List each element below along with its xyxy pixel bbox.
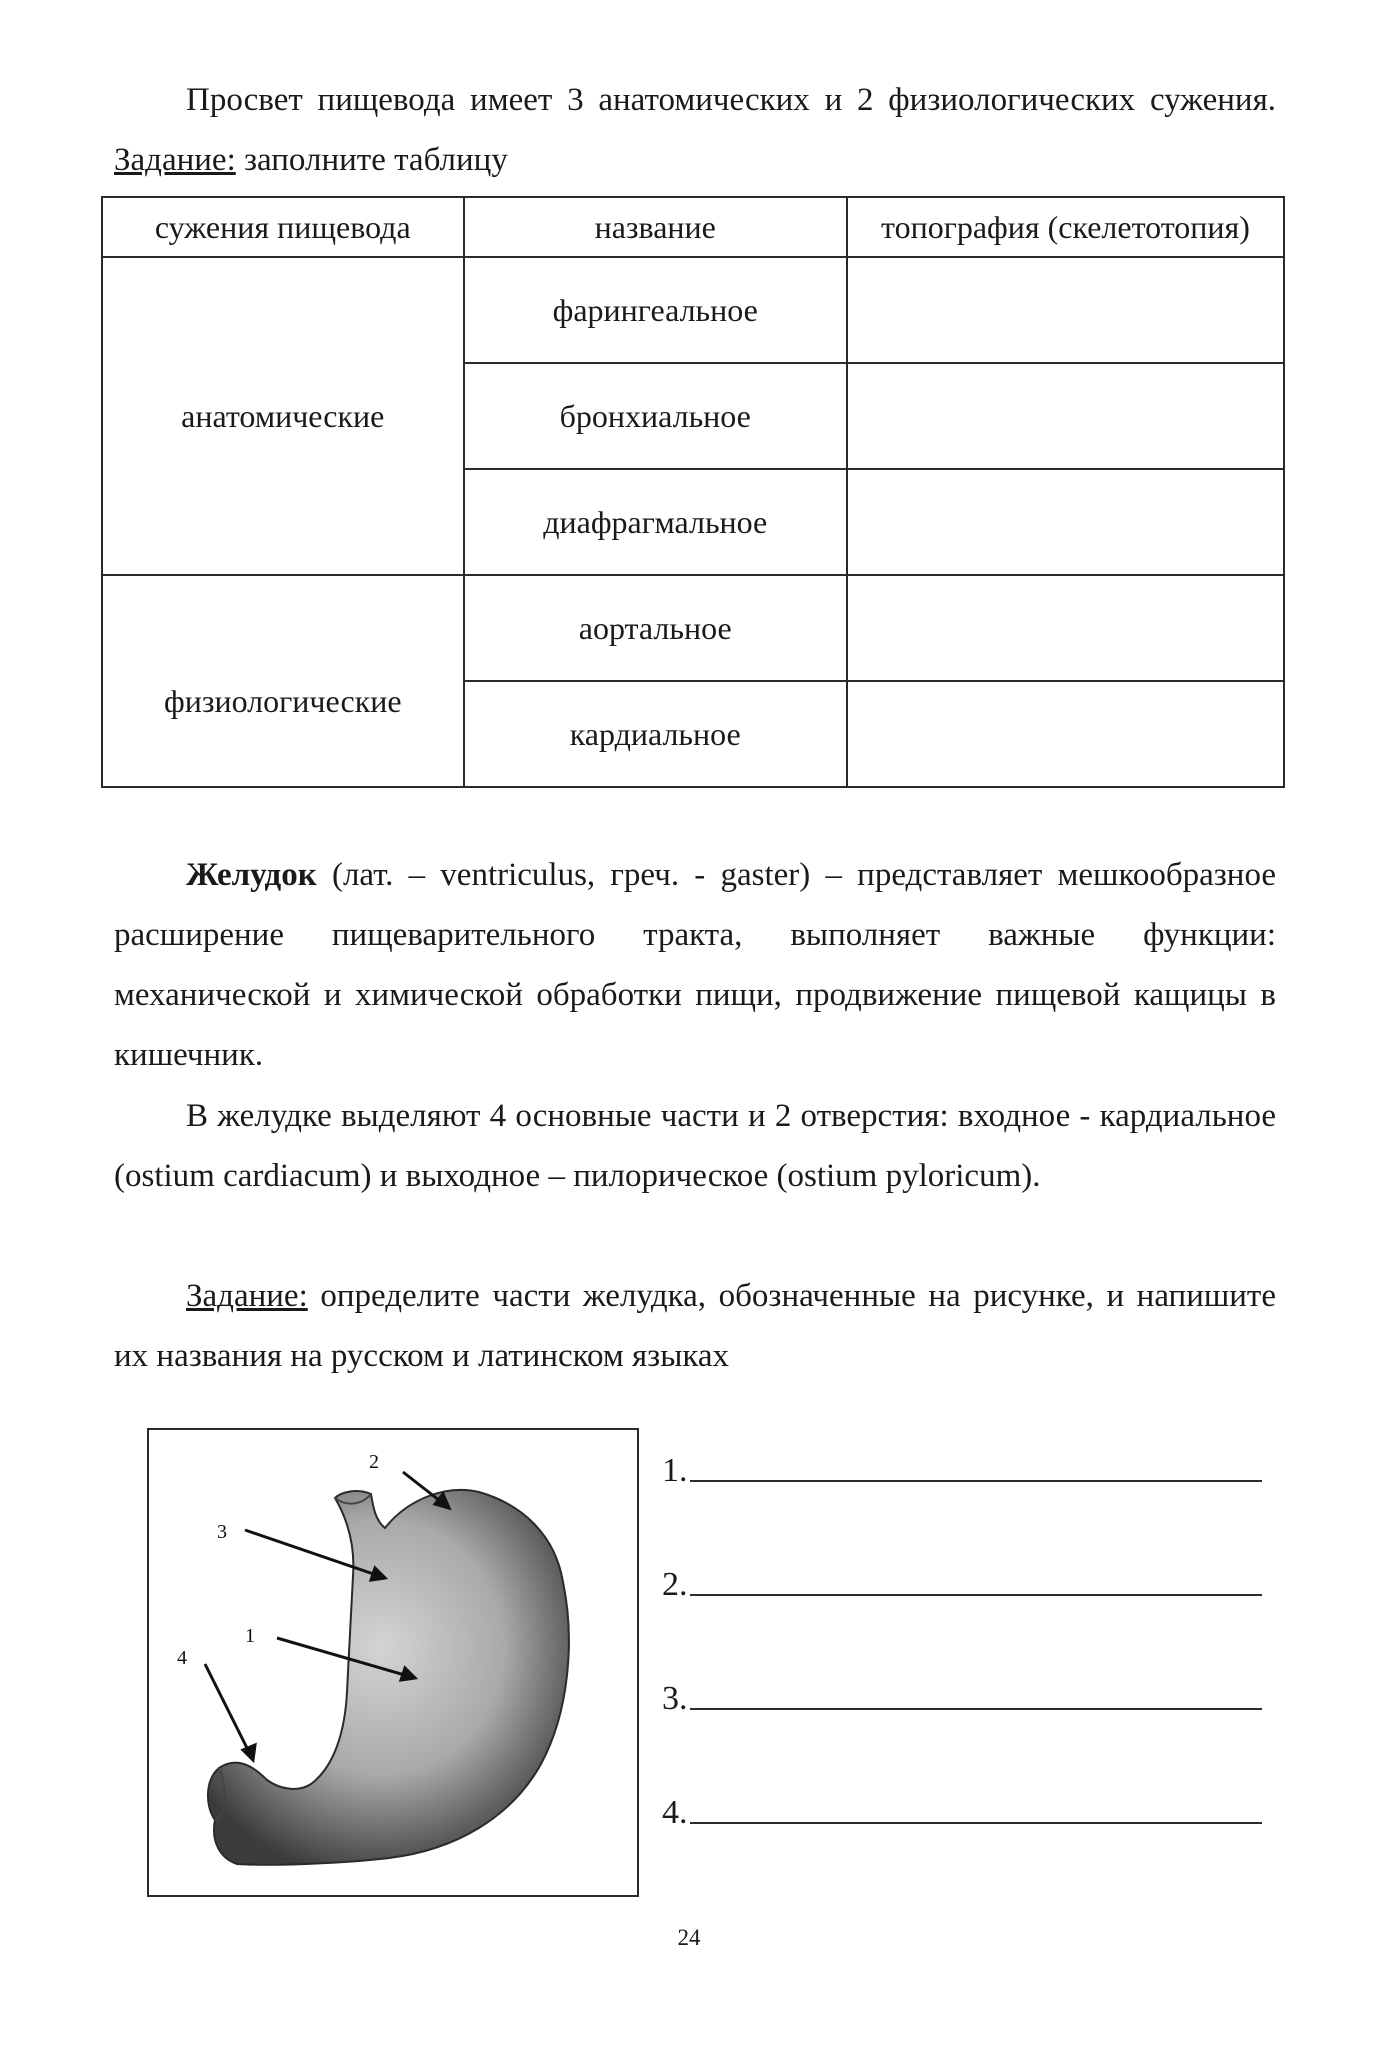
answer-line-3[interactable] — [662, 1668, 1262, 1718]
name-cell: фарингеальное — [464, 257, 847, 363]
answer-line-1[interactable] — [662, 1440, 1262, 1490]
esophagus-constrictions-table — [101, 196, 1285, 788]
figure-task-paragraph — [114, 1266, 1276, 1386]
answer-number: 1. — [662, 1452, 688, 1489]
topography-blank-cell[interactable] — [847, 681, 1284, 787]
stomach-shape — [208, 1490, 569, 1865]
name-cell: бронхиальное — [464, 363, 847, 469]
arrow-4-head — [243, 1745, 255, 1760]
answer-blank[interactable] — [690, 1446, 1262, 1482]
figure-label-4: 4 — [177, 1647, 187, 1669]
task-text: заполните таблицу — [235, 142, 508, 178]
table-row — [102, 257, 1284, 363]
stomach-definition-paragraph — [114, 845, 1276, 1085]
arrow-4 — [205, 1664, 253, 1760]
stomach-parts-paragraph — [114, 1086, 1276, 1206]
answer-blank[interactable] — [690, 1560, 1262, 1596]
figure-label-3: 3 — [217, 1521, 227, 1543]
figure-task-label: Задание: — [186, 1278, 308, 1314]
answer-blank[interactable] — [690, 1674, 1262, 1710]
answer-line-2[interactable] — [662, 1554, 1262, 1604]
stomach-parts-text: В желудке выделяют 4 основные части и 2 отверстия: входное - кардиальное (ostium cardiacum) и выходное – пилорическое (ostium pyloricum). — [114, 1098, 1276, 1194]
answer-number: 3. — [662, 1680, 688, 1717]
topography-blank-cell[interactable] — [847, 257, 1284, 363]
figure-task-text: определите части желудка, обозначенные на рисунке, и напишите их названия на русском и латинском языках — [114, 1278, 1276, 1374]
header-cell-topography: топография (скелетотопия) — [847, 197, 1284, 257]
table-row — [102, 575, 1284, 681]
group-cell-anatomical: анатомические — [102, 257, 464, 575]
figure-label-2: 2 — [369, 1451, 379, 1473]
name-cell: кардиальное — [464, 681, 847, 787]
answer-line-4[interactable] — [662, 1782, 1262, 1832]
stomach-figure — [147, 1428, 639, 1897]
name-cell: диафрагмальное — [464, 469, 847, 575]
stomach-illustration — [149, 1430, 637, 1895]
intro-paragraph — [114, 70, 1276, 190]
group-cell-physiological: физиологические — [102, 575, 464, 787]
stomach-term: Желудок — [186, 857, 317, 893]
topography-blank-cell[interactable] — [847, 575, 1284, 681]
stomach-definition: (лат. – ventriculus, греч. - gaster) – представляет мешкообразное расширение пищеварительного тракта, выполняет важные функции: механической и химической обработки пищи, продвижение пищевой кащицы в кишечник. — [114, 857, 1276, 1073]
answer-number: 2. — [662, 1566, 688, 1603]
header-cell-name: название — [464, 197, 847, 257]
topography-blank-cell[interactable] — [847, 363, 1284, 469]
figure-label-1: 1 — [245, 1625, 255, 1647]
task-label: Задание: — [114, 142, 236, 178]
intro-text: Просвет пищевода имеет 3 анатомических и 2 физиологических сужения. — [186, 82, 1276, 118]
table-header-row — [102, 197, 1284, 257]
name-cell: аортальное — [464, 575, 847, 681]
answer-number: 4. — [662, 1794, 688, 1831]
page-number: 24 — [677, 1925, 701, 1950]
topography-blank-cell[interactable] — [847, 469, 1284, 575]
answer-blank[interactable] — [690, 1788, 1262, 1824]
header-cell-constrictions: сужения пищевода — [102, 197, 464, 257]
